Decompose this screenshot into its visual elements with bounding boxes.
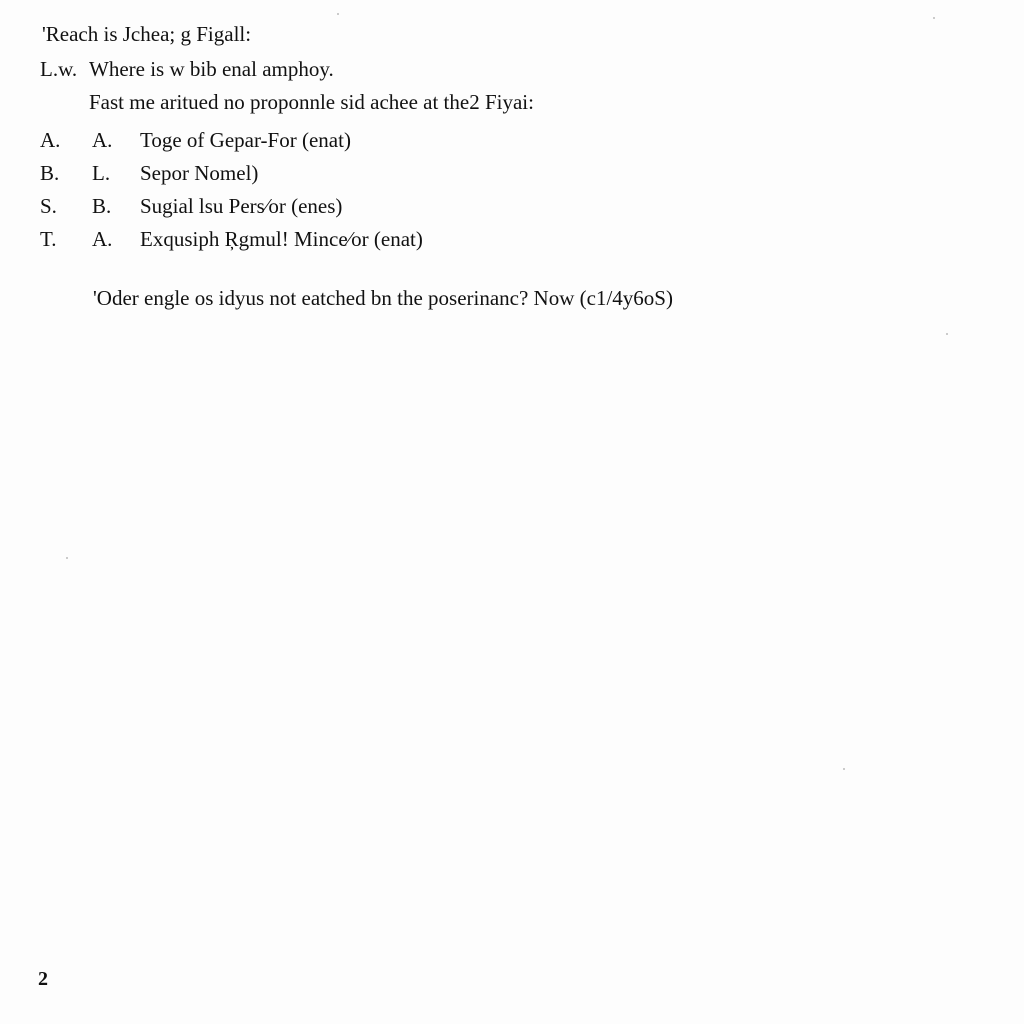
footnote: 'Oder engle os idyus not eatched bn the poserinanc? Now (c1/4y6oS) bbox=[93, 286, 673, 310]
option-text: Exqusiph Ŗgmul! Mince⁄or (enat) bbox=[140, 227, 423, 251]
scan-speck bbox=[946, 333, 948, 335]
scan-speck bbox=[337, 13, 339, 15]
scan-speck bbox=[843, 768, 845, 770]
page-number: 2 bbox=[38, 968, 48, 990]
option-text: Toge of Gepar-For (enat) bbox=[140, 128, 351, 152]
question-number: L.w. bbox=[40, 57, 78, 81]
question-text: Where is w bib enal amphoy. bbox=[89, 57, 334, 81]
scan-speck bbox=[933, 17, 935, 19]
scan-speck bbox=[66, 557, 68, 559]
question-subtext: Fast me aritued no proponnle sid achee at the2 Fiyai: bbox=[89, 90, 534, 114]
option-outer-label: A. bbox=[40, 128, 61, 152]
document-title: 'Reach is Jchea; g Figall: bbox=[42, 22, 252, 46]
option-outer-label: B. bbox=[40, 161, 60, 185]
option-outer-label: S. bbox=[40, 194, 57, 218]
option-outer-label: T. bbox=[40, 227, 57, 251]
option-inner-label: A. bbox=[92, 227, 113, 251]
option-text: Sepor Nomel) bbox=[140, 161, 259, 185]
option-inner-label: B. bbox=[92, 194, 112, 218]
option-inner-label: L. bbox=[92, 161, 111, 185]
option-inner-label: A. bbox=[92, 128, 113, 152]
option-text: Sugial lsu Pers⁄or (enes) bbox=[140, 194, 343, 218]
